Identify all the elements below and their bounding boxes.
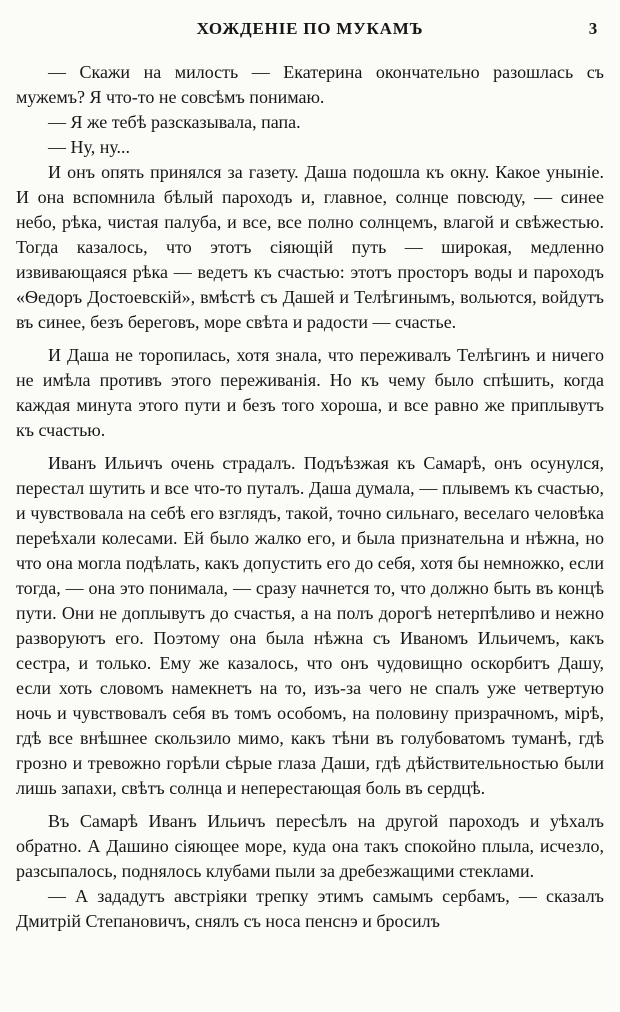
running-head <box>16 14 604 44</box>
page-number: 3 <box>588 19 598 38</box>
paragraph-samara: Въ Самарѣ Иванъ Ильичъ пересѣлъ на другой пароходъ и уѣхалъ обратно. А Дашино сіяющее море, куда она такъ спокойно плыла, исчезло, разсыпалось, поднялось клубами пыли за дребезжащими стеклами. <box>16 811 604 881</box>
paragraph-ivan-suffering: Иванъ Ильичъ очень страдалъ. Подъѣзжая къ Самарѣ, онъ осунулся, перестал шутить и все что-то путалъ. Даша думала, — плывемъ къ счастью, и чувствовала на себѣ его взглядъ, такой, точно сильнаго, веселаго человѣка переѣхали колесами. Ей было жалко его, и была признательна и нѣжна, но что она могла подѣлать, какъ допустить его до себя, хотя бы немножко, если тогда, — она это понимала, — сразу начнется то, что должно быть въ концѣ пути. Они не доплывутъ до счастья, а на полъ дорогѣ нетерпѣливо и нежно разворуютъ его. Поэтому она была нѣжна съ Иваномъ Ильичемъ, какъ сестра, и только. Ему же казалось, что онъ чудовищно оскорбитъ Дашу, если хоть словомъ намекнетъ на то, изъ-за чего не спалъ уже четвертую ночь и чувствовалъ себя въ томъ особомъ, на половину призрачномъ, мірѣ, гдѣ все внѣшнее скользило мимо, какъ тѣни въ голубоватомъ туманѣ, гдѣ грозно и тревожно горѣли сѣрые глаза Даши, гдѣ дѣйствительностью были лишь запахи, свѣтъ солнца и неперестающая боль въ сердцѣ. <box>16 453 604 798</box>
paragraph-dasha-waiting: И Даша не торопилась, хотя знала, что переживалъ Телѣгинъ и ничего не имѣла противъ этого переживанія. Но къ чему было спѣшить, когда каждая минута этого пути и безъ того хороша, и все равно же приплывутъ къ счастью. <box>16 345 604 440</box>
paragraph-dialogue-1: — Скажи на милость — Екатерина окончательно разошлась съ мужемъ? Я что-то не совсѣмъ понимаю. <box>16 62 604 107</box>
paragraph-dialogue-2: — Я же тебѣ разсказывала, папа. <box>48 112 301 132</box>
paragraph-dialogue-4: — А зададутъ австріяки трепку этимъ самымъ сербамъ, — сказалъ Дмитрій Степановичъ, снялъ съ носа пенснэ и бросилъ <box>16 886 604 931</box>
paragraph-steamer-memory: И онъ опять принялся за газету. Даша подошла къ окну. Какое уныніе. И она вспомнила бѣлый пароходъ и, главное, солнце повсюду, — синее небо, рѣка, чистая палуба, и все, все полно солнцемъ, влагой и свѣжестью. Тогда казалось, что этотъ сіяющій путь — широкая, медленно извивающаяся рѣка — ведетъ къ счастью: этотъ просторъ воды и пароходъ «Ѳедоръ Достоевскій», вмѣстѣ съ Дашей и Телѣгинымъ, вольются, войдутъ въ синее, безъ береговъ, море свѣта и радости — счастье. <box>16 162 604 332</box>
text-body <box>16 60 604 934</box>
paragraph-dialogue-3: — Ну, ну... <box>48 137 131 157</box>
running-head-title: ХОЖДЕНІЕ ПО МУКАМЪ <box>196 19 424 38</box>
